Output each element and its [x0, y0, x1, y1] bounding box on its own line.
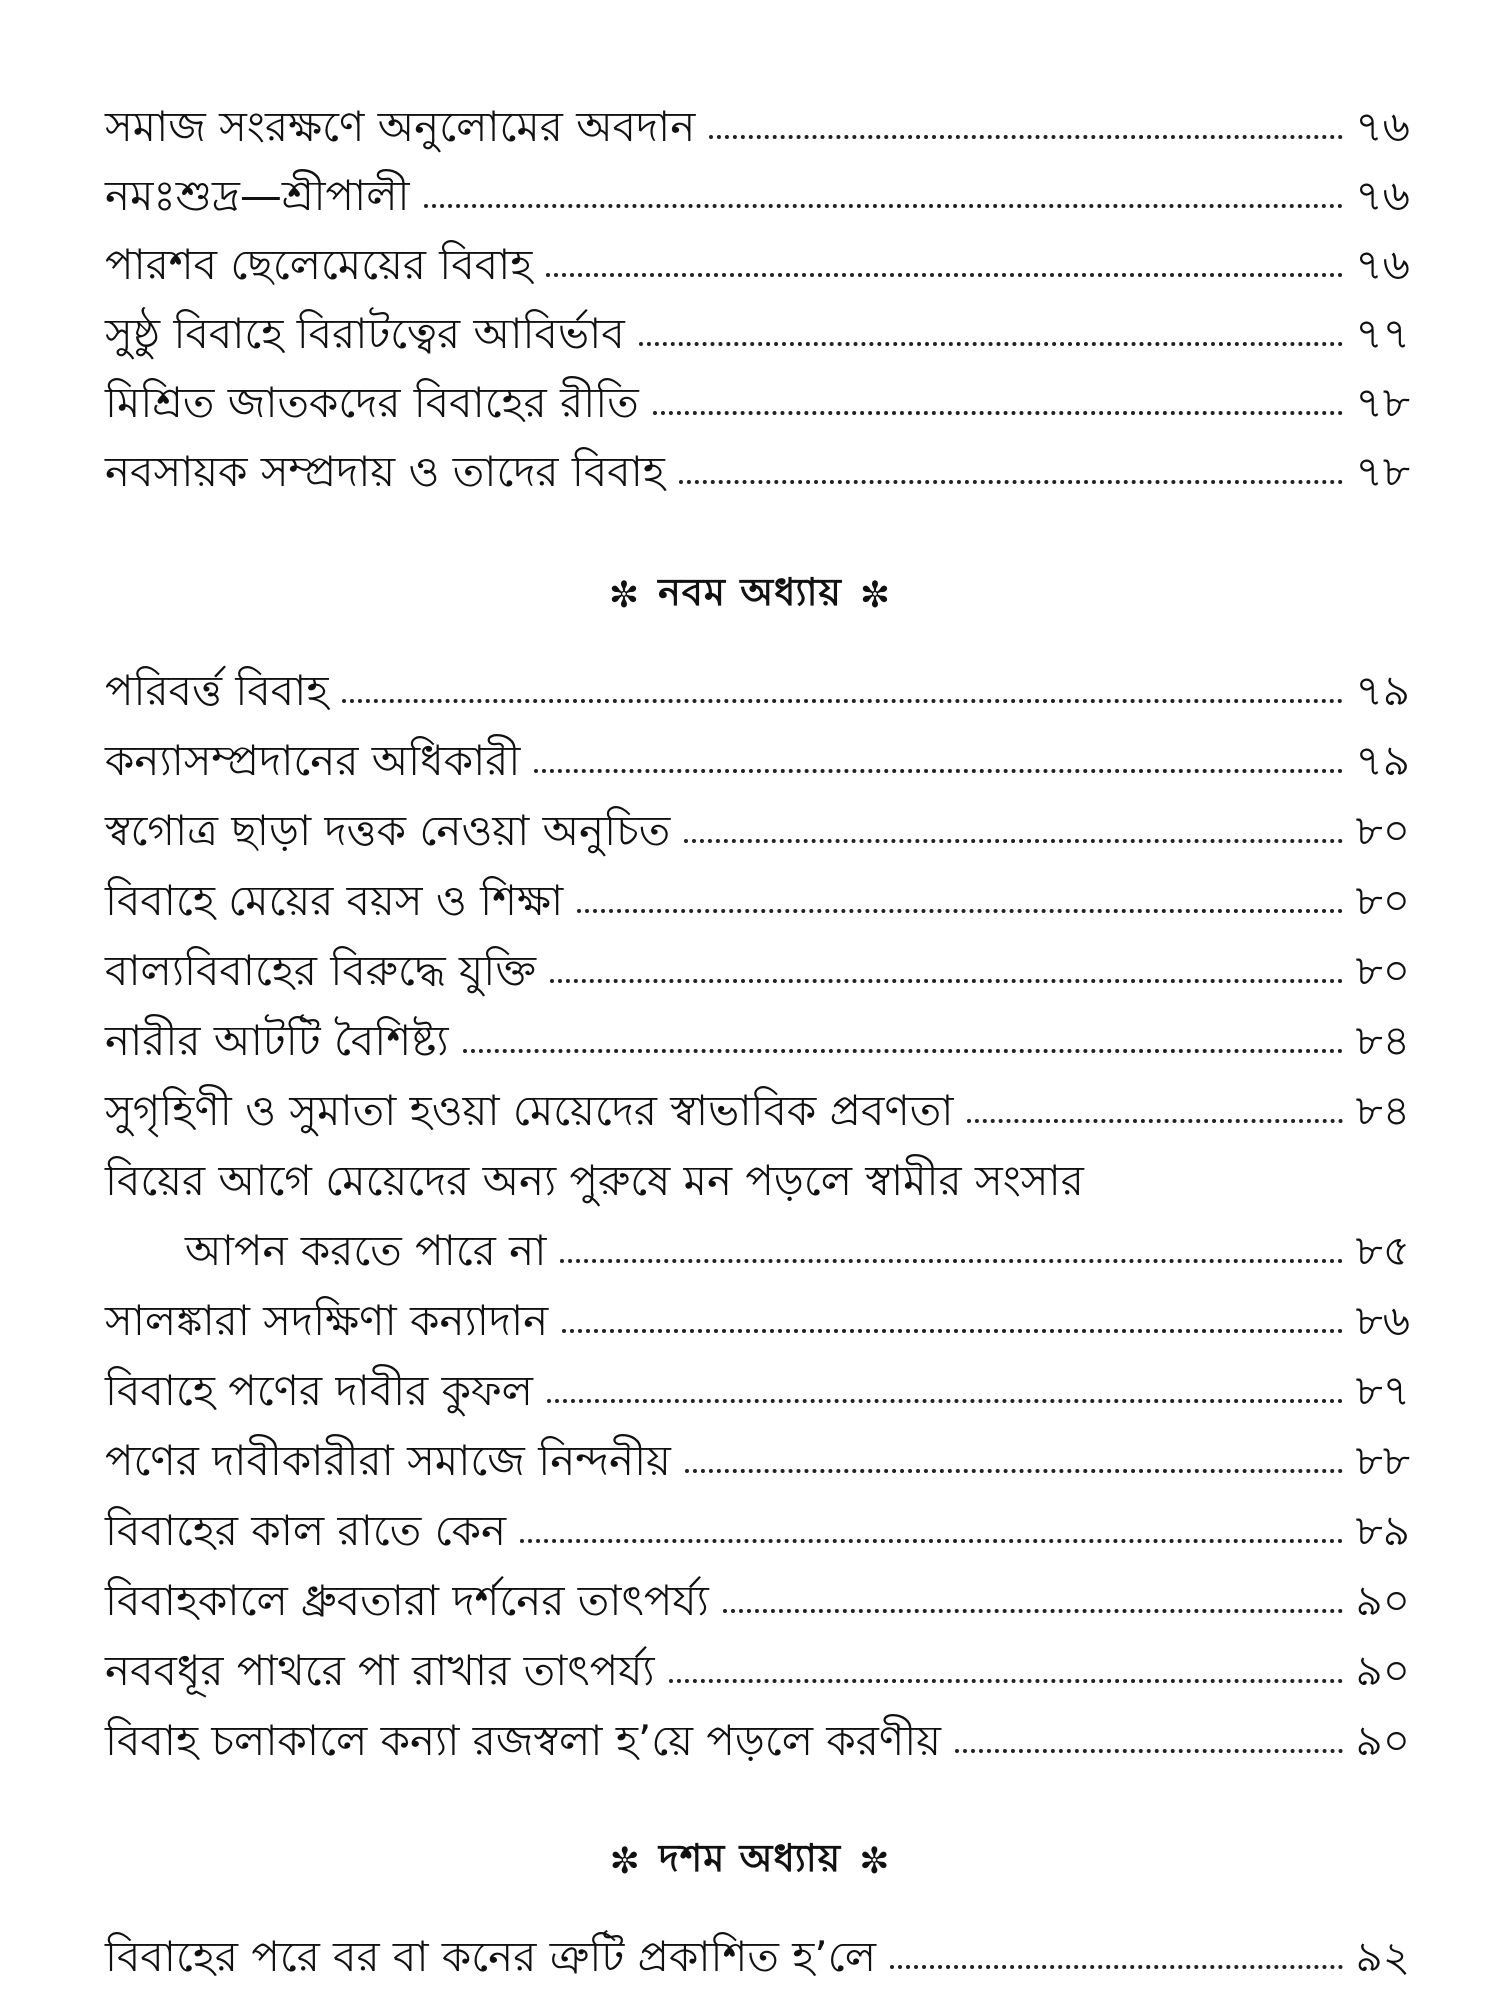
toc-entry: [105, 1272, 1410, 1345]
toc-entry-page: ৮৫: [1355, 1226, 1410, 1275]
toc-entry-page: ৭৬: [1355, 240, 1410, 289]
toc-entry-title: মিশ্রিত জাতকদের বিবাহের রীতি: [105, 378, 639, 427]
toc-entry-title: বিবাহকালে ধ্রুবতারা দর্শনের তাৎপর্য্য: [105, 1576, 709, 1625]
toc-entry: [105, 782, 1410, 855]
chapter-heading-9: [0, 560, 1500, 630]
toc-entry-title: বাল্যবিবাহের বিরুদ্ধে যুক্তি: [105, 946, 537, 995]
dot-leader: [967, 1119, 1343, 1123]
dot-leader: [520, 1539, 1343, 1543]
toc-entry-page: ৮৭: [1355, 1366, 1410, 1415]
toc-entry-page: ৯০: [1355, 1646, 1410, 1695]
toc-entry-title: সুগৃহিণী ও সুমাতা হওয়া মেয়েদের স্বাভাবিক প্রবণতা: [105, 1086, 954, 1135]
toc-entry-page: ৭৯: [1355, 736, 1410, 785]
toc-entry: [105, 1482, 1410, 1555]
toc-entry-title: পারশব ছেলেমেয়ের বিবাহ: [105, 240, 533, 289]
toc-entry-page: ৯২: [1355, 1932, 1410, 1981]
dot-leader: [653, 411, 1344, 415]
toc-entry-title-continued: আপন করতে পারে না: [185, 1226, 547, 1275]
toc-entry: [105, 642, 1410, 715]
toc-entry-title: নমঃশুদ্র—শ্রীপালী: [105, 171, 410, 220]
toc-entry: [105, 1552, 1410, 1625]
toc-entry-title: পরিবর্ত্ত বিবাহ: [105, 666, 329, 715]
dot-leader: [955, 1749, 1343, 1753]
toc-entry: [105, 712, 1410, 785]
toc-entry-title: বিয়ের আগে মেয়েদের অন্য পুরুষে মন পড়লে স্বামীর সংসার: [105, 1156, 1084, 1205]
flower-ornament-icon: ✼: [859, 1840, 891, 1882]
toc-entry: [105, 852, 1410, 925]
dot-leader: [723, 1609, 1344, 1613]
dot-leader: [534, 769, 1343, 773]
toc-entry-page: ৮৮: [1355, 1436, 1410, 1485]
chapter-title: নবম অধ্যায়: [658, 570, 842, 614]
dot-leader: [577, 909, 1343, 913]
toc-entry-page: ৭৮: [1355, 378, 1410, 427]
toc-entry-title: বিবাহ চলাকালে কন্যা রজস্বলা হ’য়ে পড়লে করণীয়: [105, 1716, 942, 1765]
dot-leader: [550, 979, 1343, 983]
toc-entry: [105, 922, 1410, 995]
toc-entry-title: সালঙ্কারা সদক্ষিণা কন্যাদান: [105, 1296, 549, 1345]
toc-entry-page: ৭৬: [1355, 102, 1410, 151]
flower-ornament-icon: ✼: [859, 574, 892, 616]
toc-entry: [105, 423, 1410, 496]
toc-entry: [105, 78, 1410, 151]
toc-entry: [105, 992, 1410, 1065]
toc-entry-page: ৯০: [1355, 1576, 1410, 1625]
dot-leader: [342, 699, 1343, 703]
dot-leader: [685, 1469, 1344, 1473]
toc-entry-title: বিবাহের কাল রাতে কেন: [105, 1506, 507, 1555]
toc-entry: [105, 285, 1410, 358]
toc-entry-title: সমাজ সংরক্ষণে অনুলোমের অবদান: [105, 102, 696, 151]
toc-entry-wrapped-line2: [185, 1202, 1410, 1275]
chapter-title: দশম অধ্যায়: [658, 1836, 842, 1880]
toc-entry: [105, 1342, 1410, 1415]
toc-entry-title: স্বগোত্র ছাড়া দত্তক নেওয়া অনুচিত: [105, 806, 671, 855]
toc-entry-page: ৮০: [1355, 806, 1410, 855]
toc-entry-page: ৮৯: [1355, 1506, 1410, 1555]
toc-entry-title: সুষ্ঠু বিবাহে বিরাটত্বের আবির্ভাব: [105, 309, 625, 358]
toc-entry-page: ৮৬: [1355, 1296, 1410, 1345]
toc-entry-page: ৯০: [1355, 1716, 1410, 1765]
toc-entry-page: ৮৪: [1355, 1016, 1410, 1065]
dot-leader: [679, 480, 1344, 484]
dot-leader: [639, 342, 1344, 346]
toc-entry: [105, 216, 1410, 289]
toc-entry: [105, 1412, 1410, 1485]
toc-entry-title: বিবাহে মেয়ের বয়স ও শিক্ষা: [105, 876, 564, 925]
toc-entry: [105, 1062, 1410, 1135]
flower-ornament-icon: ✼: [608, 574, 641, 616]
toc-entry-page: ৮০: [1355, 876, 1410, 925]
dot-leader: [669, 1679, 1344, 1683]
dot-leader: [547, 1399, 1343, 1403]
flower-ornament-icon: ✼: [609, 1840, 641, 1882]
toc-entry: [105, 354, 1410, 427]
dot-leader: [546, 273, 1343, 277]
toc-entry-page: ৮০: [1355, 946, 1410, 995]
toc-entry-page: ৮৪: [1355, 1086, 1410, 1135]
dot-leader: [684, 839, 1343, 843]
toc-entry-title: নবসায়ক সম্প্রদায় ও তাদের বিবাহ: [105, 447, 665, 496]
toc-entry-page: ৭৯: [1355, 666, 1410, 715]
toc-entry-title: নববধূর পাথরে পা রাখার তাৎপর্য্য: [105, 1646, 655, 1695]
toc-entry-page: ৭৭: [1355, 309, 1410, 358]
dot-leader: [890, 1965, 1343, 1969]
dot-leader: [709, 135, 1343, 139]
toc-entry-title: বিবাহে পণের দাবীর কুফল: [105, 1366, 533, 1415]
toc-entry-title: বিবাহের পরে বর বা কনের ত্রুটি প্রকাশিত হ’লে: [105, 1932, 876, 1981]
toc-entry: [105, 1908, 1410, 1981]
toc-entry: [105, 1692, 1410, 1765]
chapter-heading-10: [0, 1826, 1500, 1896]
toc-entry-page: ৭৬: [1355, 171, 1410, 220]
toc-entry-title: নারীর আটটি বৈশিষ্ট্য: [105, 1016, 449, 1065]
toc-entry-title: কন্যাসম্প্রদানের অধিকারী: [105, 736, 521, 785]
dot-leader: [463, 1049, 1344, 1053]
toc-entry-wrapped-line1: [105, 1132, 1410, 1205]
toc-entry-title: পণের দাবীকারীরা সমাজে নিন্দনীয়: [105, 1436, 671, 1485]
toc-entry: [105, 147, 1410, 220]
dot-leader: [562, 1329, 1343, 1333]
dot-leader: [560, 1259, 1343, 1263]
dot-leader: [424, 204, 1344, 208]
toc-entry-page: ৭৮: [1355, 447, 1410, 496]
toc-entry: [105, 1622, 1410, 1695]
